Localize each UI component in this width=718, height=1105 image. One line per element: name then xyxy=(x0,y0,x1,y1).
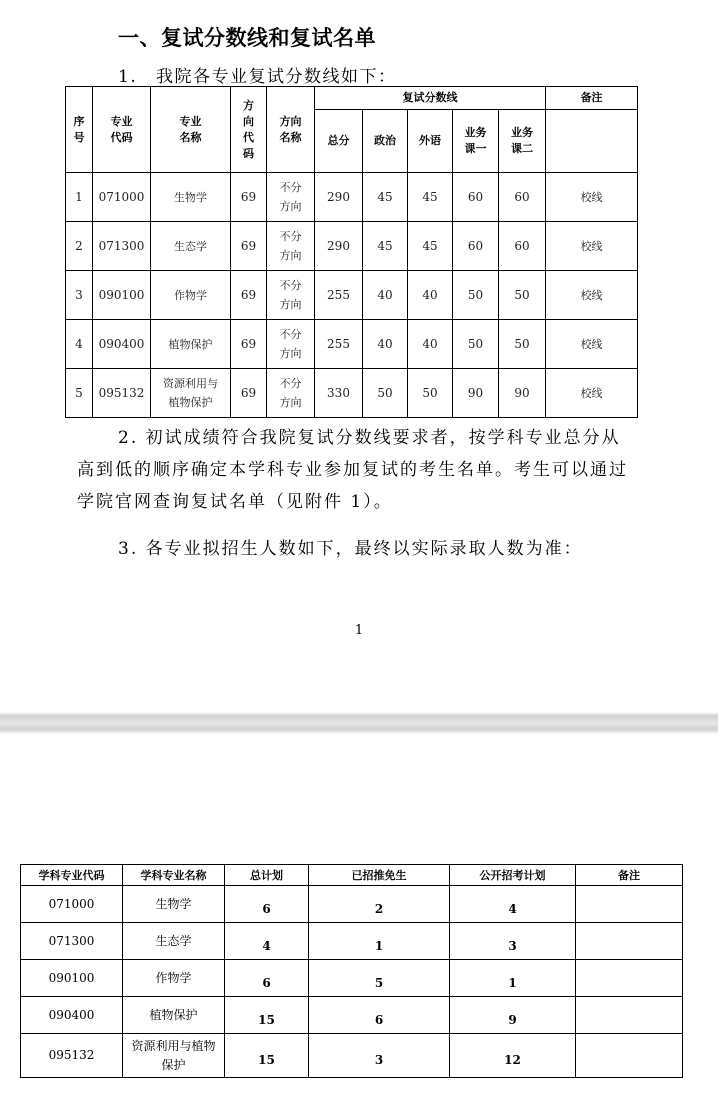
cell-total: 4 xyxy=(225,923,309,960)
cell-open: 1 xyxy=(450,960,576,997)
table-row xyxy=(21,1034,683,1078)
header-code: 学科专业代码 xyxy=(21,865,123,886)
cell-course-2: 60 xyxy=(499,173,546,222)
table-row xyxy=(21,997,683,1034)
cell-course-2: 50 xyxy=(499,320,546,369)
cell-politics: 40 xyxy=(363,271,408,320)
cell-code: 090100 xyxy=(93,271,151,320)
cell-name: 作物学 xyxy=(123,960,225,997)
cell-foreign: 45 xyxy=(408,173,453,222)
cell-seq: 4 xyxy=(66,320,93,369)
cell-remark xyxy=(576,1034,683,1078)
table-row xyxy=(21,886,683,923)
cell-remark xyxy=(576,960,683,997)
cell-total: 255 xyxy=(315,320,363,369)
table-row xyxy=(66,369,638,418)
header-remark: 备注 xyxy=(546,87,638,110)
header-major-code: 专业代码 xyxy=(93,87,151,173)
cell-seq: 1 xyxy=(66,173,93,222)
paragraph-3: 3. 各专业拟招生人数如下，最终以实际录取人数为准： xyxy=(118,539,583,559)
cell-name: 生物学 xyxy=(123,886,225,923)
cell-course-1: 50 xyxy=(453,320,499,369)
cell-dir-name: 不分方向 xyxy=(267,222,315,271)
header-course-1: 业务课一 xyxy=(453,110,499,173)
cell-name: 植物保护 xyxy=(151,320,231,369)
cell-total: 330 xyxy=(315,369,363,418)
cell-dir-name: 不分方向 xyxy=(267,369,315,418)
cell-dir-code: 69 xyxy=(231,320,267,369)
cell-open: 3 xyxy=(450,923,576,960)
cell-course-1: 90 xyxy=(453,369,499,418)
header-dir-name: 方向名称 xyxy=(267,87,315,173)
cell-foreign: 45 xyxy=(408,222,453,271)
header-remark: 备注 xyxy=(576,865,683,886)
cell-name: 生态学 xyxy=(123,923,225,960)
cell-total: 290 xyxy=(315,222,363,271)
cell-foreign: 50 xyxy=(408,369,453,418)
section-heading: 一、复试分数线和复试名单 xyxy=(118,26,376,50)
cell-code: 095132 xyxy=(93,369,151,418)
cell-dir-code: 69 xyxy=(231,222,267,271)
table-row xyxy=(66,320,638,369)
table-row xyxy=(21,923,683,960)
cell-name: 资源利用与植物保护 xyxy=(151,369,231,418)
cell-dir-name: 不分方向 xyxy=(267,320,315,369)
cell-course-1: 60 xyxy=(453,173,499,222)
page-number: 1 xyxy=(354,623,364,638)
header-open-plan: 公开招考计划 xyxy=(450,865,576,886)
cell-total: 15 xyxy=(225,997,309,1034)
header-seq: 序号 xyxy=(66,87,93,173)
cell-code: 095132 xyxy=(21,1034,123,1078)
cell-open: 4 xyxy=(450,886,576,923)
cell-remark xyxy=(576,886,683,923)
item-1-line xyxy=(118,62,397,87)
cell-dir-code: 69 xyxy=(231,173,267,222)
cell-dir-code: 69 xyxy=(231,369,267,418)
enrollment-plan-table xyxy=(20,864,683,1078)
table-row xyxy=(66,271,638,320)
cell-seq: 5 xyxy=(66,369,93,418)
cell-remark xyxy=(576,923,683,960)
cell-foreign: 40 xyxy=(408,271,453,320)
cell-seq: 2 xyxy=(66,222,93,271)
cell-total: 6 xyxy=(225,960,309,997)
item-1-number: 1. xyxy=(118,67,138,87)
cell-code: 071000 xyxy=(21,886,123,923)
header-remark-blank xyxy=(546,110,638,173)
cell-recommended: 5 xyxy=(309,960,450,997)
header-major-name: 专业名称 xyxy=(151,87,231,173)
cell-remark: 校线 xyxy=(546,173,638,222)
cell-name: 植物保护 xyxy=(123,997,225,1034)
table-row xyxy=(66,173,638,222)
cell-course-1: 60 xyxy=(453,222,499,271)
cell-code: 071300 xyxy=(21,923,123,960)
cell-politics: 45 xyxy=(363,173,408,222)
item-1-text: 我院各专业复试分数线如下： xyxy=(156,67,397,87)
cell-course-2: 50 xyxy=(499,271,546,320)
cell-foreign: 40 xyxy=(408,320,453,369)
paragraph-2: 2. 初试成绩符合我院复试分数线要求者，按学科专业总分从高到低的顺序确定本学科专业参加复试的考生名单。考生可以通过学院官网查询复试名单（见附件 1）。 xyxy=(77,428,628,512)
cell-code: 090400 xyxy=(21,997,123,1034)
header-politics: 政治 xyxy=(363,110,408,173)
cell-remark: 校线 xyxy=(546,222,638,271)
table-row xyxy=(66,222,638,271)
cell-name: 生态学 xyxy=(151,222,231,271)
header-score-group: 复试分数线 xyxy=(315,87,546,110)
cell-code: 071300 xyxy=(93,222,151,271)
header-name: 学科专业名称 xyxy=(123,865,225,886)
header-course-2: 业务课二 xyxy=(499,110,546,173)
cell-remark: 校线 xyxy=(546,320,638,369)
cell-total: 6 xyxy=(225,886,309,923)
cell-course-2: 60 xyxy=(499,222,546,271)
header-total-plan: 总计划 xyxy=(225,865,309,886)
cell-politics: 50 xyxy=(363,369,408,418)
cell-seq: 3 xyxy=(66,271,93,320)
header-total: 总分 xyxy=(315,110,363,173)
cell-name: 作物学 xyxy=(151,271,231,320)
cell-recommended: 2 xyxy=(309,886,450,923)
table-row xyxy=(21,960,683,997)
cell-dir-name: 不分方向 xyxy=(267,173,315,222)
cell-name: 资源利用与植物保护 xyxy=(123,1034,225,1078)
cell-recommended: 1 xyxy=(309,923,450,960)
cell-total: 15 xyxy=(225,1034,309,1078)
page-separator xyxy=(0,712,718,734)
header-dir-code: 方向代码 xyxy=(231,87,267,173)
cell-open: 9 xyxy=(450,997,576,1034)
cell-remark: 校线 xyxy=(546,369,638,418)
cell-total: 290 xyxy=(315,173,363,222)
cell-dir-name: 不分方向 xyxy=(267,271,315,320)
cell-open: 12 xyxy=(450,1034,576,1078)
cell-remark: 校线 xyxy=(546,271,638,320)
cell-remark xyxy=(576,997,683,1034)
cell-recommended: 3 xyxy=(309,1034,450,1078)
cell-politics: 45 xyxy=(363,222,408,271)
header-recommended: 已招推免生 xyxy=(309,865,450,886)
cell-dir-code: 69 xyxy=(231,271,267,320)
cell-course-1: 50 xyxy=(453,271,499,320)
cell-code: 090100 xyxy=(21,960,123,997)
document-page-2 xyxy=(0,734,718,1105)
cell-code: 071000 xyxy=(93,173,151,222)
cell-recommended: 6 xyxy=(309,997,450,1034)
cell-course-2: 90 xyxy=(499,369,546,418)
cell-politics: 40 xyxy=(363,320,408,369)
header-foreign: 外语 xyxy=(408,110,453,173)
cell-code: 090400 xyxy=(93,320,151,369)
score-line-table xyxy=(65,86,638,418)
cell-name: 生物学 xyxy=(151,173,231,222)
cell-total: 255 xyxy=(315,271,363,320)
